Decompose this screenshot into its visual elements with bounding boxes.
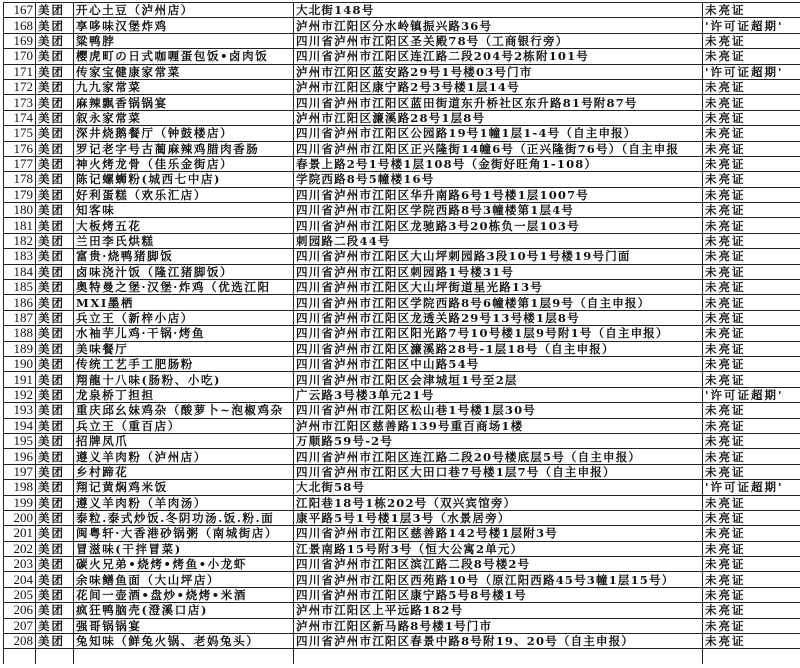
shop-name-cell: 奥特曼之堡·汉堡·炸鸡（优选江阳 (74, 280, 294, 295)
row-number: 196 (4, 449, 36, 464)
status-cell: 未亮证 (703, 110, 800, 125)
platform-cell: 美团 (36, 3, 74, 18)
row-number: 189 (4, 341, 36, 356)
shop-name-cell: 好利蛋糕（欢乐汇店） (74, 187, 294, 202)
row-number: 192 (4, 387, 36, 402)
table-row (4, 356, 800, 371)
shop-name-cell: 深井烧鹅餐厅（钟鼓楼店） (74, 126, 294, 141)
status-cell: 未亮证 (703, 233, 800, 248)
platform-cell: 美团 (36, 480, 74, 495)
platform-cell: 美团 (36, 572, 74, 587)
platform-cell: 美团 (36, 433, 74, 448)
table-row (4, 510, 800, 525)
address-cell: 四川省泸州市江阳区西苑路10号（原江阳西路45号3幢1层15号） (294, 572, 703, 587)
shop-name-cell: 传家宝健康家常菜 (74, 64, 294, 79)
table-row (4, 126, 800, 141)
status-cell: 未亮证 (703, 618, 800, 633)
platform-cell: 美团 (36, 464, 74, 479)
shop-name-cell: 叙永家常菜 (74, 110, 294, 125)
table-row (4, 79, 800, 94)
shop-name-cell: 传统工艺手工肥肠粉 (74, 356, 294, 371)
row-number: 181 (4, 218, 36, 233)
address-cell: 大北街58号 (294, 480, 703, 495)
row-number: 179 (4, 187, 36, 202)
shop-name-cell: 乡村蹄花 (74, 464, 294, 479)
platform-cell: 美团 (36, 172, 74, 187)
row-number: 173 (4, 95, 36, 110)
address-cell: 四川省泸州市江阳区中山路54号 (294, 356, 703, 371)
row-number: 191 (4, 372, 36, 387)
row-number: 186 (4, 295, 36, 310)
address-cell: 四川省泸州市江阳区龙透关路29号13号楼1层8号 (294, 310, 703, 325)
address-cell: 泸州市江阳区濂溪路28号1层8号 (294, 110, 703, 125)
platform-cell: 美团 (36, 64, 74, 79)
status-cell: 未亮证 (703, 310, 800, 325)
status-cell: 未亮证 (703, 603, 800, 618)
address-cell: 泸州市江阳区康宁路2号3号楼1层14号 (294, 79, 703, 94)
address-cell: 四川省泸州市江阳区公园路19号1幢1层1-4号（自主申报） (294, 126, 703, 141)
table-row (4, 33, 800, 48)
address-cell: 四川省泸州市江阳区慈善路142号楼1层附3号 (294, 526, 703, 541)
row-number: 200 (4, 510, 36, 525)
table-row (4, 187, 800, 202)
shop-name-cell: 翔龍十八味(肠粉、小吃) (74, 372, 294, 387)
address-cell: 春景上路2号1号楼1层108号（金街好旺角1-108） (294, 156, 703, 171)
table-row (4, 264, 800, 279)
shop-name-cell: 花间一壶酒•盘炒•烧烤•米酒 (74, 587, 294, 602)
status-cell: 未亮证 (703, 634, 800, 649)
address-cell: 四川省泸州市江阳区龙驰路3号20栋负一层103号 (294, 218, 703, 233)
table-row (4, 95, 800, 110)
status-cell: 未亮证 (703, 218, 800, 233)
partial-cell (703, 649, 800, 664)
shop-name-cell: 强哥锅锅宴 (74, 618, 294, 633)
table-row (4, 218, 800, 233)
platform-cell: 美团 (36, 203, 74, 218)
table-row (4, 387, 800, 402)
platform-cell: 美团 (36, 95, 74, 110)
table-row (4, 449, 800, 464)
status-cell: 未亮证 (703, 172, 800, 187)
row-number: 177 (4, 156, 36, 171)
row-number: 195 (4, 433, 36, 448)
status-cell: 未亮证 (703, 141, 800, 156)
platform-cell: 美团 (36, 326, 74, 341)
partial-cell (4, 649, 36, 664)
status-cell: 未亮证 (703, 3, 800, 18)
table-row (4, 526, 800, 541)
shop-name-cell: 兔知味（鲜兔火锅、老妈兔头） (74, 634, 294, 649)
row-number: 190 (4, 356, 36, 371)
table-row (4, 572, 800, 587)
row-number: 204 (4, 572, 36, 587)
shop-name-cell: 遵义羊肉粉（羊肉汤） (74, 495, 294, 510)
address-cell: 四川省泸州市江阳区蓝田街道东升桥社区东升路81号附87号 (294, 95, 703, 110)
table-row (4, 203, 800, 218)
shop-name-cell: 招牌凤爪 (74, 433, 294, 448)
address-cell: 四川省泸州市江阳区春景中路8号附19、20号（自主申报） (294, 634, 703, 649)
status-cell: 未亮证 (703, 79, 800, 94)
shop-name-cell: 罗记老字号古蔺麻辣鸡腊肉香肠 (74, 141, 294, 156)
address-cell: 江景南路15号附3号（恒大公寓2单元） (294, 541, 703, 556)
table-body (4, 3, 800, 664)
platform-cell: 美团 (36, 33, 74, 48)
row-number: 168 (4, 18, 36, 33)
table-row (4, 295, 800, 310)
row-number: 199 (4, 495, 36, 510)
address-cell: 四川省泸州市江阳区滨江路二段8号楼2号 (294, 557, 703, 572)
status-cell: 未亮证 (703, 49, 800, 64)
platform-cell: 美团 (36, 141, 74, 156)
address-cell: 四川省泸州市江阳区学院西路8号3幢楼第1层4号 (294, 203, 703, 218)
status-cell: 未亮证 (703, 541, 800, 556)
row-number: 193 (4, 403, 36, 418)
spreadsheet (3, 2, 800, 664)
platform-cell: 美团 (36, 218, 74, 233)
shop-name-cell: 疯狂鸭脑壳(澄溪口店) (74, 603, 294, 618)
platform-cell: 美团 (36, 603, 74, 618)
platform-cell: 美团 (36, 341, 74, 356)
status-cell: 未亮证 (703, 449, 800, 464)
address-cell: 四川省泸州市江阳区正兴隆街14幢6号（正兴隆街76号）（自主申报 (294, 141, 703, 156)
platform-cell: 美团 (36, 403, 74, 418)
shop-name-cell: 神火烤龙骨（佳乐金街店） (74, 156, 294, 171)
address-cell: 四川省泸州市江阳区华升南路6号1号楼1层1007号 (294, 187, 703, 202)
shop-name-cell: 享哆味汉堡炸鸡 (74, 18, 294, 33)
platform-cell: 美团 (36, 557, 74, 572)
platform-cell: 美团 (36, 233, 74, 248)
status-cell: 未亮证 (703, 372, 800, 387)
table-row (4, 433, 800, 448)
table-row (4, 480, 800, 495)
address-cell: 四川省泸州市江阳区连江路二段20号楼底层5号（自主申报） (294, 449, 703, 464)
platform-cell: 美团 (36, 449, 74, 464)
table-row (4, 403, 800, 418)
shop-name-cell: 陈记螺蛳粉(城西七中店) (74, 172, 294, 187)
status-cell: 未亮证 (703, 433, 800, 448)
address-cell: 四川省泸州市江阳区学院西路8号6幢楼第1层9号（自主申报） (294, 295, 703, 310)
status-cell: '许可证超期' (703, 480, 800, 495)
status-cell: 未亮证 (703, 95, 800, 110)
shop-name-cell: 遵义羊肉粉（泸州店） (74, 449, 294, 464)
table-row (4, 603, 800, 618)
address-cell: 康平路5号1号楼1层3号（水景居旁） (294, 510, 703, 525)
table-row (4, 326, 800, 341)
row-number: 169 (4, 33, 36, 48)
row-number: 167 (4, 3, 36, 18)
row-number: 182 (4, 233, 36, 248)
platform-cell: 美团 (36, 310, 74, 325)
row-number: 205 (4, 587, 36, 602)
table-row (4, 18, 800, 33)
status-cell: 未亮证 (703, 341, 800, 356)
table-row (4, 280, 800, 295)
table-row (4, 64, 800, 79)
table-row (4, 372, 800, 387)
address-cell: 四川省泸州市江阳区康宁路5号8号楼1号 (294, 587, 703, 602)
status-cell: 未亮证 (703, 33, 800, 48)
address-cell: 四川省泸州市江阳区大田口巷7号楼1层7号（自主申报） (294, 464, 703, 479)
table-row-partial (4, 649, 800, 664)
row-number: 183 (4, 249, 36, 264)
platform-cell: 美团 (36, 187, 74, 202)
row-number: 194 (4, 418, 36, 433)
table-row (4, 541, 800, 556)
row-number: 188 (4, 326, 36, 341)
platform-cell: 美团 (36, 618, 74, 633)
platform-cell: 美团 (36, 79, 74, 94)
shop-name-cell: 富贵·烧鸭猪脚饭 (74, 249, 294, 264)
address-cell: 四川省泸州市江阳区连江路二段204号2栋附101号 (294, 49, 703, 64)
platform-cell: 美团 (36, 264, 74, 279)
status-cell: 未亮证 (703, 495, 800, 510)
shop-name-cell: 兵立王（新梓小店） (74, 310, 294, 325)
platform-cell: 美团 (36, 295, 74, 310)
shop-name-cell: 知客味 (74, 203, 294, 218)
shop-name-cell: 兵立王（重百店） (74, 418, 294, 433)
status-cell: 未亮证 (703, 156, 800, 171)
row-number: 175 (4, 126, 36, 141)
status-cell: 未亮证 (703, 126, 800, 141)
shop-name-cell: 开心土豆（泸州店） (74, 3, 294, 18)
shop-name-cell: 冒滋味(干拌冒菜) (74, 541, 294, 556)
row-number: 203 (4, 557, 36, 572)
address-cell: 四川省泸州市江阳区阳光路7号10号楼1层9号附1号（自主申报） (294, 326, 703, 341)
row-number: 176 (4, 141, 36, 156)
row-number: 180 (4, 203, 36, 218)
status-cell: 未亮证 (703, 203, 800, 218)
shop-name-cell: 粱鸭脖 (74, 33, 294, 48)
table-row (4, 464, 800, 479)
row-number: 172 (4, 79, 36, 94)
row-number: 171 (4, 64, 36, 79)
address-cell: 四川省泸州市江阳区濂溪路28号-1层18号（自主申报） (294, 341, 703, 356)
address-cell: 学院西路8号5幢楼16号 (294, 172, 703, 187)
address-cell: 四川省泸州市江阳区大山坪刺园路3段10号1号楼19号门面 (294, 249, 703, 264)
shop-name-cell: MXI墨栖 (74, 295, 294, 310)
status-cell: 未亮证 (703, 264, 800, 279)
shop-name-cell: 泰粒.泰式炒饭.冬阴功汤.饭.粉.面 (74, 510, 294, 525)
platform-cell: 美团 (36, 418, 74, 433)
status-cell: '许可证超期' (703, 387, 800, 402)
table-row (4, 3, 800, 18)
platform-cell: 美团 (36, 387, 74, 402)
status-cell: 未亮证 (703, 510, 800, 525)
platform-cell: 美团 (36, 126, 74, 141)
address-cell: 万顺路59号-2号 (294, 433, 703, 448)
row-number: 198 (4, 480, 36, 495)
partial-cell (36, 649, 74, 664)
platform-cell: 美团 (36, 280, 74, 295)
platform-cell: 美团 (36, 541, 74, 556)
platform-cell: 美团 (36, 372, 74, 387)
platform-cell: 美团 (36, 356, 74, 371)
table-row (4, 557, 800, 572)
status-cell: 未亮证 (703, 249, 800, 264)
table-row (4, 49, 800, 64)
table-row (4, 249, 800, 264)
shop-name-cell: 樱虎町の日式咖喱蛋包饭•卤肉饭 (74, 49, 294, 64)
table-row (4, 310, 800, 325)
table-row (4, 618, 800, 633)
status-cell: 未亮证 (703, 526, 800, 541)
table-row (4, 495, 800, 510)
shop-name-cell: 龙泉桥丁担担 (74, 387, 294, 402)
status-cell: 未亮证 (703, 464, 800, 479)
status-cell: 未亮证 (703, 187, 800, 202)
shop-name-cell: 九九家常菜 (74, 79, 294, 94)
table-row (4, 172, 800, 187)
row-number: 201 (4, 526, 36, 541)
status-cell: 未亮证 (703, 418, 800, 433)
address-cell: 四川省泸州市江阳区大山坪街道星光路13号 (294, 280, 703, 295)
shop-name-cell: 翔记黄焖鸡米饭 (74, 480, 294, 495)
address-cell: 刺园路二段44号 (294, 233, 703, 248)
table-row (4, 141, 800, 156)
table-row (4, 341, 800, 356)
shop-name-cell: 美味餐厅 (74, 341, 294, 356)
status-cell: 未亮证 (703, 326, 800, 341)
table-row (4, 110, 800, 125)
row-number: 174 (4, 110, 36, 125)
table-row (4, 418, 800, 433)
address-cell: 泸州市江阳区上平远路182号 (294, 603, 703, 618)
table-row (4, 156, 800, 171)
row-number: 170 (4, 49, 36, 64)
inspection-table (3, 2, 800, 664)
platform-cell: 美团 (36, 156, 74, 171)
status-cell: 未亮证 (703, 587, 800, 602)
status-cell: 未亮证 (703, 557, 800, 572)
platform-cell: 美团 (36, 18, 74, 33)
row-number: 202 (4, 541, 36, 556)
platform-cell: 美团 (36, 249, 74, 264)
address-cell: 四川省泸州市江阳区会津城垣1号至2层 (294, 372, 703, 387)
address-cell: 泸州市江阳区新马路8号楼1号门市 (294, 618, 703, 633)
status-cell: 未亮证 (703, 280, 800, 295)
row-number: 185 (4, 280, 36, 295)
row-number: 208 (4, 634, 36, 649)
address-cell: 四川省泸州市江阳区松山巷1号楼1层30号 (294, 403, 703, 418)
address-cell: 广云路3号楼3单元21号 (294, 387, 703, 402)
shop-name-cell: 闽粤轩·大香港砂锅粥（南城街店） (74, 526, 294, 541)
platform-cell: 美团 (36, 587, 74, 602)
status-cell: 未亮证 (703, 295, 800, 310)
address-cell: 四川省泸州市江阳区刺园路1号楼31号 (294, 264, 703, 279)
shop-name-cell: 水袖芋儿鸡·干锅·烤鱼 (74, 326, 294, 341)
address-cell: 大北街148号 (294, 3, 703, 18)
row-number: 197 (4, 464, 36, 479)
platform-cell: 美团 (36, 495, 74, 510)
platform-cell: 美团 (36, 110, 74, 125)
partial-cell (294, 649, 703, 664)
table-row (4, 233, 800, 248)
address-cell: 四川省泸州市江阳区圣关殿78号（工商银行旁） (294, 33, 703, 48)
platform-cell: 美团 (36, 510, 74, 525)
shop-name-cell: 重庆邱幺妹鸡杂（酸萝卜~泡椒鸡杂 (74, 403, 294, 418)
address-cell: 泸州市江阳区分水岭镇振兴路36号 (294, 18, 703, 33)
row-number: 207 (4, 618, 36, 633)
shop-name-cell: 卤味浇汁饭（隆江猪脚饭） (74, 264, 294, 279)
platform-cell: 美团 (36, 526, 74, 541)
address-cell: 泸州市江阳区蓝安路29号1号楼03号门市 (294, 64, 703, 79)
address-cell: 江阳巷18号1栋202号（双兴宾馆旁） (294, 495, 703, 510)
table-row (4, 587, 800, 602)
shop-name-cell: 麻辣飘香锅锅宴 (74, 95, 294, 110)
shop-name-cell: 兰田李氏烘糕 (74, 233, 294, 248)
platform-cell: 美团 (36, 634, 74, 649)
partial-cell (74, 649, 294, 664)
row-number: 178 (4, 172, 36, 187)
status-cell: '许可证超期' (703, 64, 800, 79)
status-cell: '许可证超期' (703, 18, 800, 33)
status-cell: 未亮证 (703, 403, 800, 418)
status-cell: 未亮证 (703, 572, 800, 587)
row-number: 184 (4, 264, 36, 279)
row-number: 187 (4, 310, 36, 325)
table-row (4, 634, 800, 649)
shop-name-cell: 碳火兄弟•烧烤•烤鱼•小龙虾 (74, 557, 294, 572)
row-number: 206 (4, 603, 36, 618)
shop-name-cell: 大板烤五花 (74, 218, 294, 233)
platform-cell: 美团 (36, 49, 74, 64)
address-cell: 泸州市江阳区慈善路139号重百商场1楼 (294, 418, 703, 433)
shop-name-cell: 余味鳝鱼面（大山坪店） (74, 572, 294, 587)
status-cell: 未亮证 (703, 356, 800, 371)
